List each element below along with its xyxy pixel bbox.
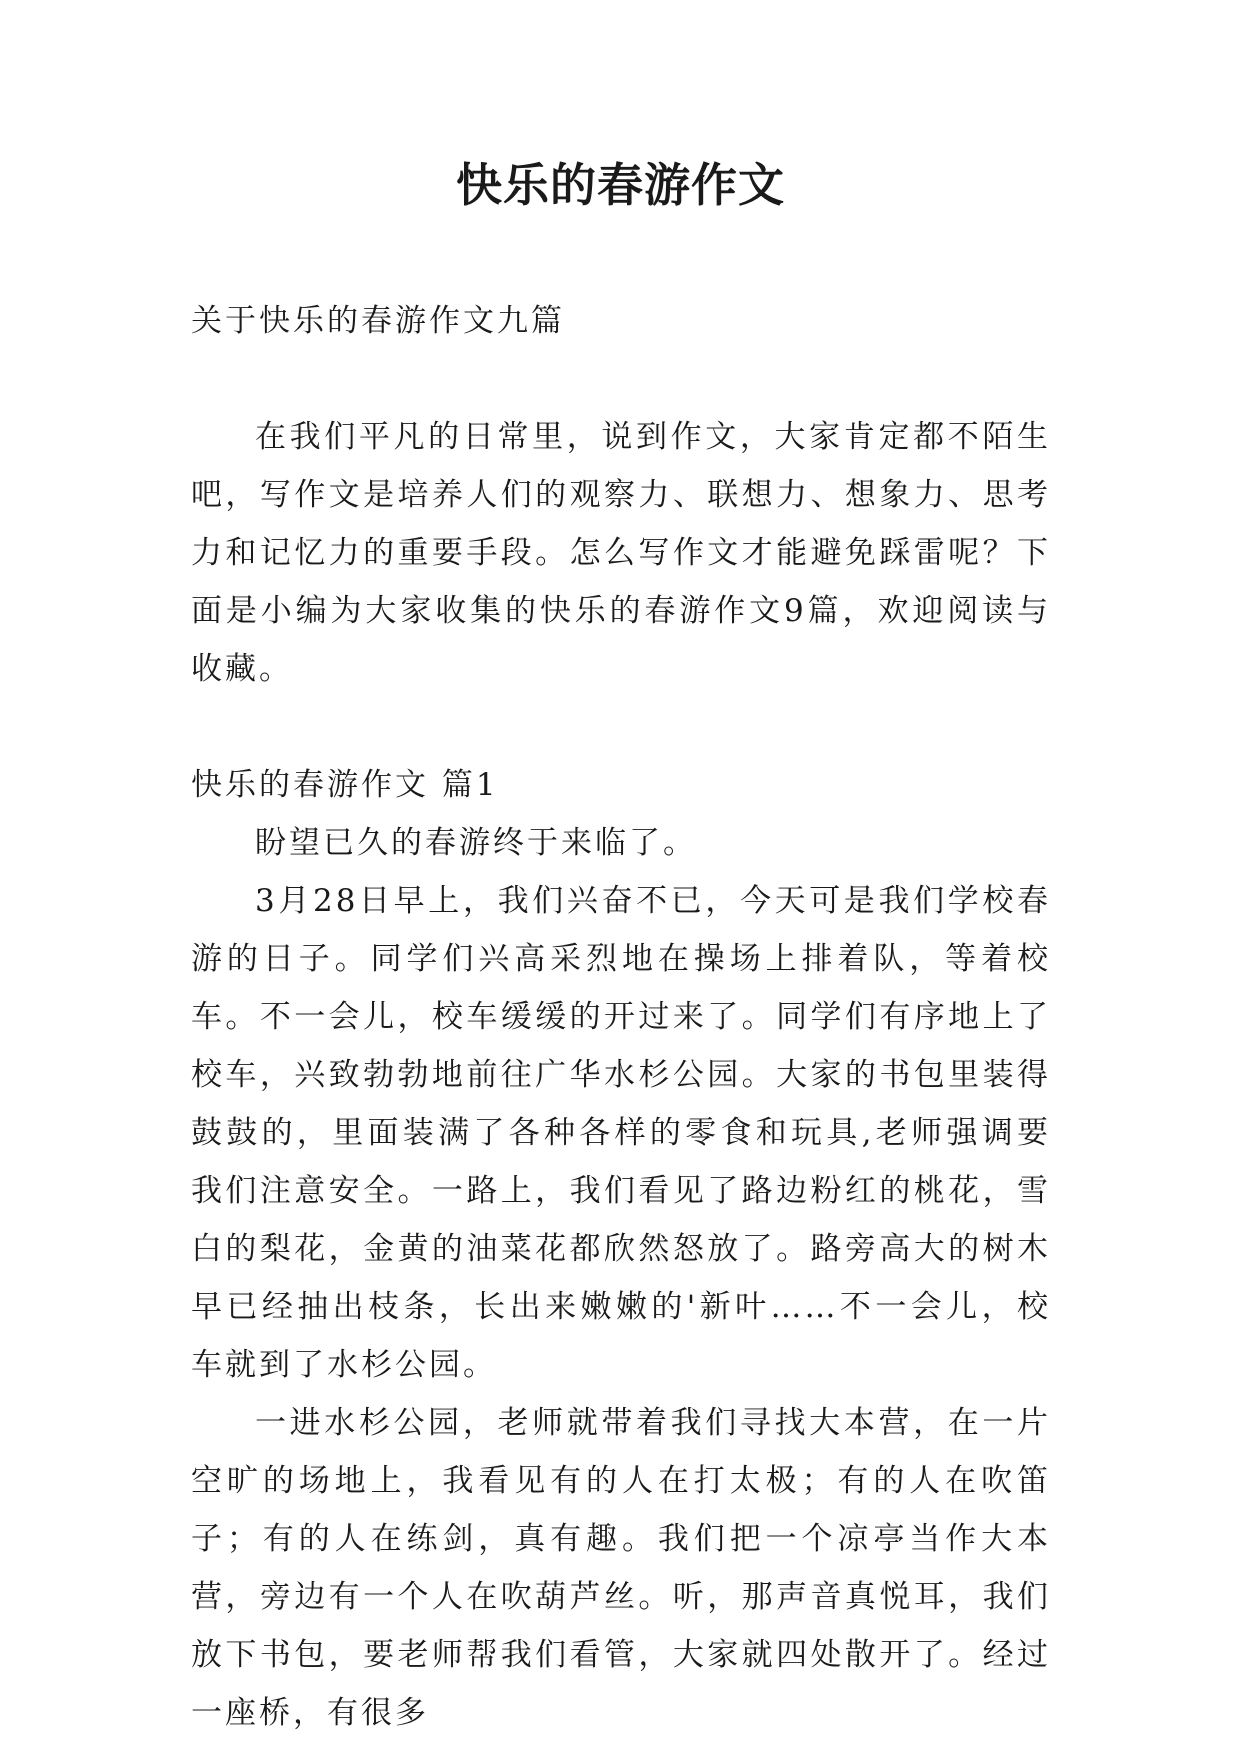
section-heading: 快乐的春游作文 篇1 xyxy=(191,767,499,803)
document-subtitle: 关于快乐的春游作文九篇 xyxy=(191,303,565,339)
intro-paragraph: 在我们平凡的日常里，说到作文，大家肯定都不陌生吧，写作文是培养人们的观察力、联想力、想象力、思考力和记忆力的重要手段。怎么写作文才能避免踩雷呢？下面是小编为大家收集的快乐的春游作文9篇，欢迎阅读与收藏。 xyxy=(191,419,1051,687)
document-body xyxy=(191,292,1051,1742)
body-paragraph: 一进水杉公园，老师就带着我们寻找大本营，在一片空旷的场地上，我看见有的人在打太极；有的人在吹笛子；有的人在练剑，真有趣。我们把一个凉亭当作大本营，旁边有一个人在吹葫芦丝。听，那声音真悦耳，我们放下书包，要老师帮我们看管，大家就四处散开了。经过一座桥，有很多 xyxy=(191,1405,1051,1731)
body-paragraph: 盼望已久的春游终于来临了。 xyxy=(255,825,697,861)
body-paragraph: 3月28日早上，我们兴奋不已，今天可是我们学校春游的日子。同学们兴高采烈地在操场上排着队，等着校车。不一会儿，校车缓缓的开过来了。同学们有序地上了校车，兴致勃勃地前往广华水杉公园。大家的书包里装得鼓鼓的，里面装满了各种各样的零食和玩具,老师强调要我们注意安全。一路上，我们看见了路边粉红的桃花，雪白的梨花，金黄的油菜花都欣然怒放了。路旁高大的树木早已经抽出枝条，长出来嫩嫩的'新叶……不一会儿，校车就到了水杉公园。 xyxy=(191,883,1051,1383)
document-title: 快乐的春游作文 xyxy=(456,158,785,212)
